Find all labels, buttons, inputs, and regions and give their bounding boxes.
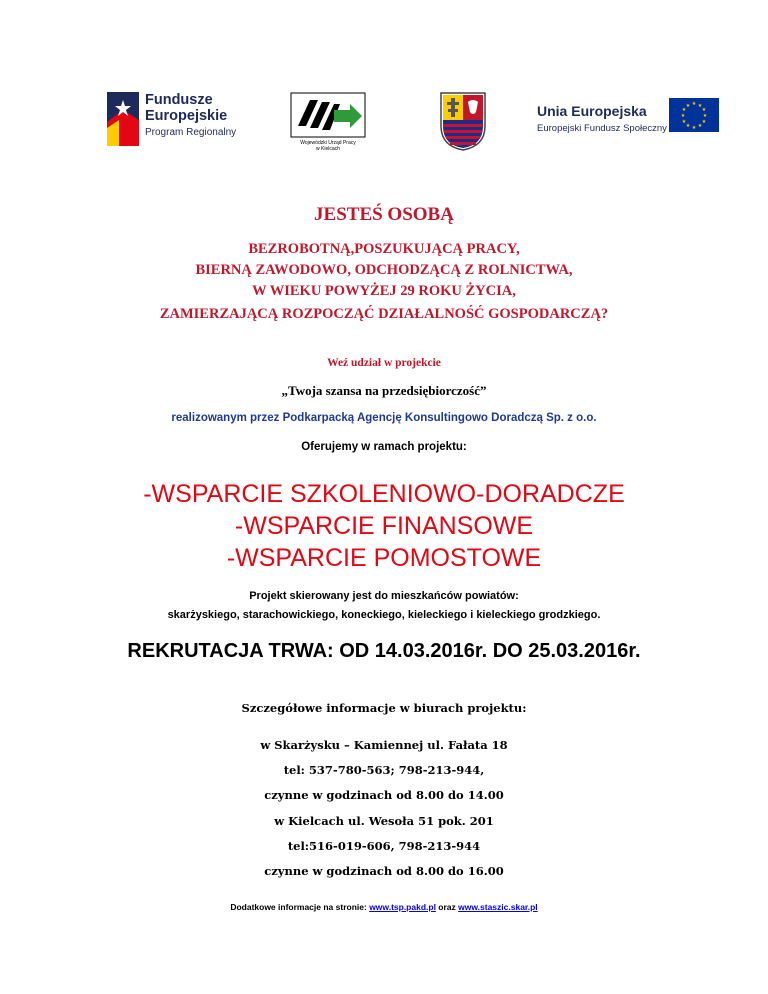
ue-subtitle: Europejski Fundusz Społeczny: [537, 123, 667, 134]
unia-europejska-logo: [537, 99, 667, 135]
headline-line-1: BEZROBOTNĄ,POSZUKUJĄCĄ PRACY,: [248, 241, 520, 257]
ue-title: Unia Europejska: [537, 103, 647, 119]
eu-flag-icon: [669, 98, 719, 132]
fe-subtitle: Program Regionalny: [145, 127, 237, 138]
svg-text:★: ★: [681, 107, 687, 113]
offer-item: -WSPARCIE SZKOLENIOWO-DORADCZE: [143, 480, 625, 508]
fe-flag-icon: [105, 90, 143, 148]
svg-text:★: ★: [701, 107, 707, 113]
svg-text:★: ★: [701, 119, 707, 125]
wup-kielce-logo: [290, 92, 366, 162]
details-line: czynne w godzinach od 8.00 do 14.00: [264, 788, 504, 802]
offer-item: -WSPARCIE POMOSTOWE: [226, 544, 542, 572]
svg-text:★: ★: [680, 113, 686, 119]
footer-info: [0, 902, 768, 912]
realized-by: realizowanym przez Podkarpacką Agencję Konsultingowo Doradczą Sp. z o.o.: [171, 412, 597, 424]
target-intro: Projekt skierowany jest do mieszkańców powiatów:: [249, 590, 519, 602]
wup-caption: Wojewódzki Urząd Pracy w Kielcach: [300, 140, 356, 152]
svg-text:★: ★: [685, 123, 691, 129]
svg-text:★: ★: [702, 113, 708, 119]
wup-arrow-icon: [290, 92, 366, 138]
details-heading: Szczegółowe informacje w biurach projektu:: [241, 701, 527, 715]
details-line: w Kielcach ul. Wesoła 51 pok. 201: [274, 814, 494, 828]
project-name: „Twoja szansa na przedsiębiorczość”: [281, 383, 487, 398]
headline-line-2: BIERNĄ ZAWODOWO, ODCHODZĄCĄ Z ROLNICTWA,: [195, 262, 573, 278]
fundusze-europejskie-logo: [105, 90, 245, 150]
details-line: tel:516-019-606, 798-213-944: [287, 839, 481, 853]
target-districts: skarżyskiego, starachowickiego, koneckiego, kieleckiego i kieleckiego grodzkiego.: [167, 609, 601, 621]
offer-intro: Oferujemy w ramach projektu:: [301, 441, 467, 453]
footer-middle: oraz: [435, 902, 459, 912]
footer-link-staszic[interactable]: www.staszic.skar.pl: [458, 902, 538, 912]
fe-title: Fundusze Europejskie: [145, 92, 228, 124]
offer-item: -WSPARCIE FINANSOWE: [234, 512, 534, 540]
svg-text:★: ★: [681, 119, 687, 125]
svg-text:★: ★: [691, 125, 697, 131]
coat-of-arms-icon: [438, 90, 488, 152]
headline-line-4: ZAMIERZAJĄCĄ ROZPOCZĄĆ DZIAŁALNOŚĆ GOSPODARCZĄ?: [159, 306, 609, 322]
details-line: czynne w godzinach od 8.00 do 16.00: [264, 864, 504, 878]
svg-text:★: ★: [685, 103, 691, 109]
footer-link-tsp[interactable]: www.tsp.pakd.pl: [369, 902, 436, 912]
headline-line-3: W WIEKU POWYŻEJ 29 ROKU ŻYCIA,: [252, 283, 516, 299]
invite-text: Weź udział w projekcie: [327, 357, 441, 369]
footer-prefix: Dodatkowe informacje na stronie:: [230, 902, 370, 912]
details-line: w Skarżysku – Kamiennej ul. Fałata 18: [260, 738, 508, 752]
headline-title: JESTEŚ OSOBĄ: [314, 204, 454, 225]
svg-text:★: ★: [697, 123, 703, 129]
svg-text:★: ★: [691, 101, 697, 107]
details-line: tel: 537-780-563; 798-213-944,: [283, 763, 485, 777]
svg-text:★: ★: [697, 103, 703, 109]
recruitment-dates: REKRUTACJA TRWA: OD 14.03.2016r. DO 25.03.2016r.: [127, 640, 641, 662]
